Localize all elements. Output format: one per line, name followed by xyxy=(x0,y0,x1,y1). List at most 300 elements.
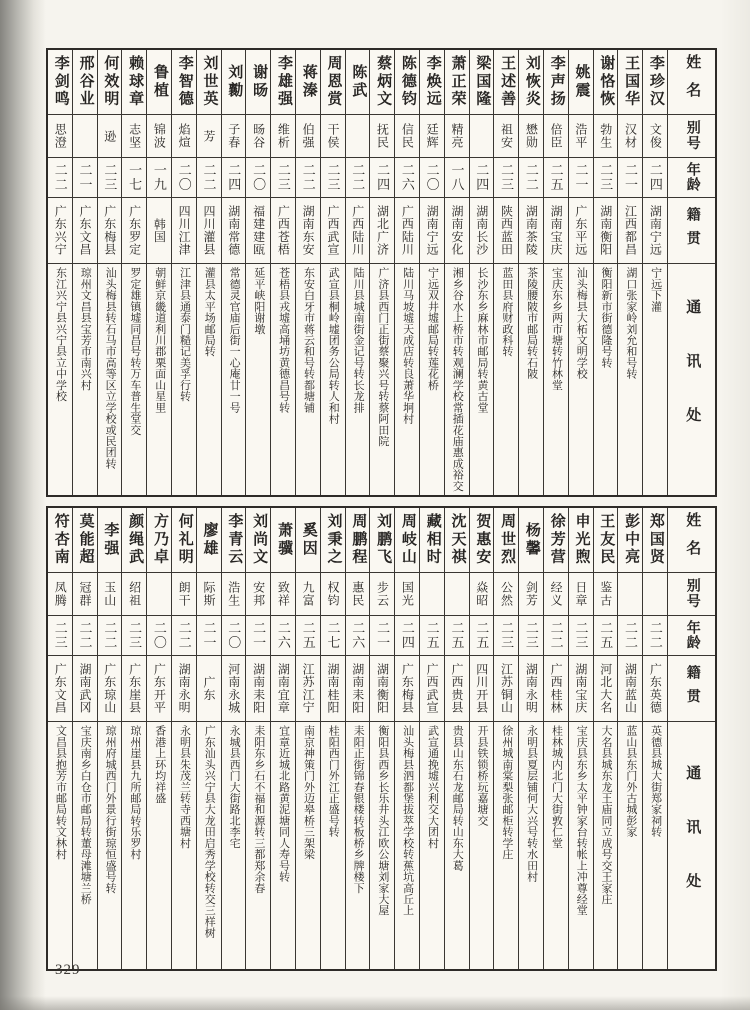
person-name-cell xyxy=(246,50,270,114)
person-address-cell xyxy=(172,263,196,495)
person-alias-cell xyxy=(73,572,97,615)
person-alias-text: 芳 xyxy=(201,129,216,143)
person-alias-cell xyxy=(544,114,568,157)
person-name-text: 周岐山 xyxy=(399,513,416,567)
person-native-text: 广东开平 xyxy=(152,663,167,714)
person-address-cell xyxy=(346,263,370,495)
person-native-text: 江西都昌 xyxy=(623,205,638,256)
person-address-text: 宁远双井墟邮局转莲花桥 xyxy=(426,267,439,391)
person-alias-cell xyxy=(470,572,494,615)
person-column xyxy=(544,50,569,495)
person-native-text: 湖南宝庆 xyxy=(573,663,588,714)
person-address-cell xyxy=(370,263,394,495)
person-address-text: 宜章近城北路黄泥塘同人寿号转 xyxy=(277,725,290,883)
person-address-cell xyxy=(73,263,97,495)
person-alias-cell xyxy=(296,114,320,157)
person-alias-text: 九富 xyxy=(301,581,316,607)
person-column xyxy=(346,508,371,969)
person-age-cell xyxy=(470,157,494,197)
person-native-text: 湖南宁远 xyxy=(425,205,440,256)
person-address-cell xyxy=(395,263,419,495)
person-native-text: 广西贵县 xyxy=(449,663,464,714)
person-alias-text: 安邦 xyxy=(251,581,266,607)
person-native-cell xyxy=(147,655,171,721)
person-column xyxy=(420,508,445,969)
person-native-text: 湖南蓝山 xyxy=(623,663,638,714)
person-name-cell xyxy=(544,508,568,572)
person-age-cell xyxy=(643,157,667,197)
person-native-cell xyxy=(48,197,72,263)
person-native-text: 四川灌县 xyxy=(201,205,216,256)
person-alias-cell xyxy=(643,572,667,615)
person-alias-text: 国光 xyxy=(400,581,415,607)
person-address-text: 蓝田县府财政科转 xyxy=(500,267,513,357)
person-address-text: 桂阳西门外江正盛号转 xyxy=(327,725,340,838)
person-native-cell xyxy=(172,655,196,721)
person-alias-cell xyxy=(122,114,146,157)
person-name-cell xyxy=(370,508,394,572)
person-address-text: 永明县夏层铺何大兴号转水田村 xyxy=(525,725,538,883)
person-age-text: 二三 xyxy=(499,620,515,651)
person-column xyxy=(370,508,395,969)
header-native-text: 籍贯 xyxy=(684,206,700,255)
person-address-cell xyxy=(172,721,196,969)
person-alias-cell xyxy=(594,114,618,157)
person-native-text: 广西陆川 xyxy=(400,205,415,256)
person-column xyxy=(445,508,470,969)
header-age-label xyxy=(668,157,715,197)
person-alias-cell xyxy=(321,114,345,157)
header-alias-label xyxy=(668,572,715,615)
person-native-text: 广东梅县 xyxy=(102,205,117,256)
person-age-text: 二一 xyxy=(201,620,217,651)
header-name-label xyxy=(668,508,715,572)
person-column xyxy=(445,50,470,495)
person-age-text: 二二 xyxy=(623,620,639,651)
person-alias-cell xyxy=(395,114,419,157)
person-column xyxy=(470,508,495,969)
person-age-cell xyxy=(395,157,419,197)
person-address-cell xyxy=(618,263,642,495)
person-name-text: 姚震 xyxy=(573,64,590,100)
person-native-cell xyxy=(222,197,246,263)
person-alias-text: 祖安 xyxy=(499,123,514,149)
person-alias-cell xyxy=(147,114,171,157)
person-age-text: 二二 xyxy=(523,162,539,193)
person-name-text: 刘恢炎 xyxy=(523,55,540,109)
person-column xyxy=(98,50,123,495)
person-alias-cell xyxy=(370,572,394,615)
person-age-cell xyxy=(445,615,469,655)
person-name-cell xyxy=(98,508,122,572)
header-alias-text: 别号 xyxy=(684,120,700,152)
person-age-text: 二七 xyxy=(325,620,341,651)
page-number: 329 xyxy=(55,962,81,978)
person-address-cell xyxy=(73,721,97,969)
person-address-cell xyxy=(98,721,122,969)
person-address-cell xyxy=(321,721,345,969)
person-column xyxy=(395,508,420,969)
person-age-text: 二三 xyxy=(573,620,589,651)
person-native-text: 广东文昌 xyxy=(77,205,92,256)
person-age-cell xyxy=(370,615,394,655)
person-age-cell xyxy=(48,157,72,197)
person-column xyxy=(48,50,73,495)
person-native-text: 广西苍梧 xyxy=(276,205,291,256)
person-age-cell xyxy=(321,157,345,197)
person-name-cell xyxy=(122,50,146,114)
person-age-cell xyxy=(346,157,370,197)
person-native-text: 河南永城 xyxy=(226,663,241,714)
person-alias-cell xyxy=(569,572,593,615)
header-alias-text: 别号 xyxy=(684,578,700,610)
person-alias-cell xyxy=(494,114,518,157)
person-native-text: 湖南东安 xyxy=(301,205,316,256)
person-native-cell xyxy=(222,655,246,721)
person-age-cell xyxy=(569,157,593,197)
person-alias-text: 步云 xyxy=(375,581,390,607)
person-age-cell xyxy=(370,157,394,197)
person-native-text: 湖南永明 xyxy=(177,663,192,714)
person-column xyxy=(594,508,619,969)
person-name-cell xyxy=(643,50,667,114)
person-column xyxy=(197,508,222,969)
person-age-cell xyxy=(544,157,568,197)
person-native-cell xyxy=(122,655,146,721)
person-alias-cell xyxy=(246,572,270,615)
person-native-cell xyxy=(544,655,568,721)
person-alias-cell xyxy=(98,114,122,157)
person-address-cell xyxy=(122,721,146,969)
person-address-text: 武宣县桐岭墟团务公局转人和村 xyxy=(327,267,340,425)
person-age-cell xyxy=(98,615,122,655)
person-age-text: 二〇 xyxy=(176,162,192,193)
person-alias-text: 浩平 xyxy=(573,123,588,149)
person-native-cell xyxy=(246,197,270,263)
person-alias-text: 日章 xyxy=(573,581,588,607)
person-alias-text: 玉山 xyxy=(102,581,117,607)
person-age-text: 二一 xyxy=(251,620,267,651)
person-alias-cell xyxy=(395,572,419,615)
person-name-cell xyxy=(618,508,642,572)
person-native-cell xyxy=(296,655,320,721)
person-column xyxy=(420,50,445,495)
person-alias-cell xyxy=(271,572,295,615)
person-age-text: 二三 xyxy=(325,162,341,193)
person-native-cell xyxy=(321,197,345,263)
person-native-cell xyxy=(370,197,394,263)
person-alias-text: 维析 xyxy=(276,123,291,149)
person-age-cell xyxy=(643,615,667,655)
person-alias-text: 焰煊 xyxy=(177,123,192,149)
person-address-cell xyxy=(296,721,320,969)
person-alias-text: 伯强 xyxy=(301,123,316,149)
person-name-text: 奚因 xyxy=(300,522,317,558)
person-age-cell xyxy=(222,615,246,655)
person-alias-cell xyxy=(445,572,469,615)
person-age-text: 二四 xyxy=(647,162,663,193)
person-column xyxy=(519,50,544,495)
person-column xyxy=(246,508,271,969)
person-native-cell xyxy=(569,655,593,721)
person-native-cell xyxy=(494,655,518,721)
person-native-cell xyxy=(445,655,469,721)
person-name-cell xyxy=(470,508,494,572)
person-age-cell xyxy=(122,157,146,197)
person-column xyxy=(271,508,296,969)
person-address-text: 汕头梅县转石马市高等区立学校或民团转 xyxy=(104,267,117,469)
person-alias-cell xyxy=(222,114,246,157)
person-age-text: 二一 xyxy=(623,162,639,193)
person-address-cell xyxy=(147,263,171,495)
person-alias-text: 文俊 xyxy=(648,123,663,149)
person-age-cell xyxy=(494,157,518,197)
person-address-text: 江津县通泰门糙记美孚行转 xyxy=(178,267,191,402)
person-address-cell xyxy=(544,721,568,969)
person-column xyxy=(618,508,643,969)
person-address-cell xyxy=(544,263,568,495)
person-address-text: 蓝山县东门外古城彭家 xyxy=(624,725,637,838)
person-native-text: 湖北广济 xyxy=(375,205,390,256)
person-age-text: 二三 xyxy=(523,620,539,651)
person-address-cell xyxy=(321,263,345,495)
person-age-text: 二二 xyxy=(77,620,93,651)
person-address-text: 湘乡谷水上桥市转观澜学校常插花庙惠成裕交 xyxy=(451,267,464,492)
person-alias-cell xyxy=(420,572,444,615)
person-address-cell xyxy=(246,721,270,969)
person-name-cell xyxy=(569,508,593,572)
person-age-text: 二五 xyxy=(474,620,490,651)
person-alias-text: 倍臣 xyxy=(549,123,564,149)
person-address-text: 汕头梅县大柘文明学校 xyxy=(575,267,588,380)
person-native-text: 湖南桂阳 xyxy=(325,663,340,714)
person-native-text: 广西武宣 xyxy=(325,205,340,256)
person-address-cell xyxy=(643,721,667,969)
person-name-cell xyxy=(594,50,618,114)
person-age-cell xyxy=(470,615,494,655)
person-native-cell xyxy=(395,655,419,721)
person-column xyxy=(370,50,395,495)
person-name-text: 方乃卓 xyxy=(151,513,168,567)
person-age-cell xyxy=(296,157,320,197)
person-age-text: 二二 xyxy=(102,620,118,651)
person-alias-text: 懋勋 xyxy=(524,123,539,149)
person-address-cell xyxy=(98,263,122,495)
person-column xyxy=(544,508,569,969)
person-age-text: 二三 xyxy=(52,620,68,651)
person-address-text: 宝庆南乡白仓市邮局转董母滩塘兰桥 xyxy=(79,725,92,905)
person-address-text: 琼州文昌县宝芳市南兴村 xyxy=(79,267,92,391)
person-address-text: 陆川县城南街金记号转长龙排 xyxy=(352,267,365,413)
person-address-text: 桂林城内北门大街敦仁堂 xyxy=(550,725,563,849)
person-alias-text: 志坚 xyxy=(127,123,142,149)
person-alias-cell xyxy=(122,572,146,615)
person-name-cell xyxy=(445,50,469,114)
person-alias-cell xyxy=(643,114,667,157)
person-name-text: 蒋溱 xyxy=(300,64,317,100)
person-name-text: 蔡炳文 xyxy=(375,55,392,109)
person-age-cell xyxy=(346,615,370,655)
person-address-text: 衡阳县西乡长乐井头江欧公塘刘家大屋 xyxy=(376,725,389,916)
person-alias-cell xyxy=(48,114,72,157)
person-name-text: 周恩赏 xyxy=(325,55,342,109)
person-address-text: 耒阳东乡石不福和源转三都郑余春 xyxy=(252,725,265,894)
person-age-text: 二二 xyxy=(548,620,564,651)
person-age-text: 二三 xyxy=(598,162,614,193)
person-native-cell xyxy=(470,197,494,263)
person-name-cell xyxy=(172,508,196,572)
header-address-label xyxy=(668,263,715,495)
person-alias-cell xyxy=(271,114,295,157)
person-alias-text: 抚民 xyxy=(375,123,390,149)
person-native-cell xyxy=(370,655,394,721)
person-age-text: 二四 xyxy=(375,162,391,193)
person-address-cell xyxy=(346,721,370,969)
person-alias-cell xyxy=(519,114,543,157)
person-native-cell xyxy=(73,197,97,263)
person-name-cell xyxy=(643,508,667,572)
person-name-text: 萧正荣 xyxy=(449,55,466,109)
person-native-text: 江苏江宁 xyxy=(301,663,316,714)
person-name-cell xyxy=(494,50,518,114)
person-name-text: 王述善 xyxy=(499,55,516,109)
person-alias-cell xyxy=(197,572,221,615)
person-alias-cell xyxy=(470,114,494,157)
person-address-text: 琼州府城西门外景行街琼恒盛号转 xyxy=(104,725,117,894)
person-column xyxy=(494,50,519,495)
person-column xyxy=(222,50,247,495)
person-address-text: 永城县西门大街路北李宅 xyxy=(228,725,241,849)
person-native-cell xyxy=(470,655,494,721)
person-age-cell xyxy=(197,157,221,197)
person-name-cell xyxy=(494,508,518,572)
person-address-text: 长沙东乡麻林市邮局转黄古堂 xyxy=(476,267,489,413)
person-name-text: 李雄强 xyxy=(275,55,292,109)
person-address-cell xyxy=(618,721,642,969)
person-alias-cell xyxy=(172,572,196,615)
person-alias-cell xyxy=(73,114,97,157)
person-address-cell xyxy=(519,721,543,969)
person-address-text: 湖口张家岭刘允和号转 xyxy=(624,267,637,380)
person-name-cell xyxy=(346,508,370,572)
person-age-cell xyxy=(197,615,221,655)
person-name-text: 廖雄 xyxy=(201,522,218,558)
person-name-text: 陈武 xyxy=(350,64,367,100)
person-address-text: 武宣通挽墟兴利交大团村 xyxy=(426,725,439,849)
person-address-text: 东江兴宁县兴宁县立中学校 xyxy=(54,267,67,402)
person-address-text: 茶陵腰陂市邮局转石陂 xyxy=(525,267,538,380)
person-column xyxy=(594,50,619,495)
person-native-cell xyxy=(321,655,345,721)
person-name-cell xyxy=(569,50,593,114)
person-age-text: 一七 xyxy=(127,162,143,193)
person-address-cell xyxy=(122,263,146,495)
person-native-text: 湖南宜章 xyxy=(276,663,291,714)
person-age-cell xyxy=(321,615,345,655)
person-native-text: 湖南宁远 xyxy=(648,205,663,256)
person-age-cell xyxy=(147,157,171,197)
person-native-text: 广东 xyxy=(201,675,216,702)
person-name-text: 王国华 xyxy=(623,55,640,109)
person-native-cell xyxy=(643,197,667,263)
person-address-text: 灌县太平场邮局转 xyxy=(203,267,216,357)
person-name-text: 李强 xyxy=(102,522,119,558)
person-alias-text: 旸谷 xyxy=(251,123,266,149)
person-native-cell xyxy=(643,655,667,721)
person-address-text: 衡阳新市街德隆号转 xyxy=(600,267,613,368)
person-column xyxy=(569,50,594,495)
person-column xyxy=(197,50,222,495)
person-age-text: 二三 xyxy=(499,162,515,193)
person-name-text: 周鹏程 xyxy=(350,513,367,567)
person-name-cell xyxy=(618,50,642,114)
person-age-cell xyxy=(594,157,618,197)
directory-sheet xyxy=(46,48,717,971)
person-name-text: 颜绳武 xyxy=(127,513,144,567)
person-age-text: 二五 xyxy=(598,620,614,651)
person-native-cell xyxy=(271,655,295,721)
header-name-text: 姓名 xyxy=(684,512,701,568)
person-name-cell xyxy=(197,508,221,572)
person-name-cell xyxy=(370,50,394,114)
person-name-text: 刘鹏飞 xyxy=(375,513,392,567)
person-age-cell xyxy=(420,157,444,197)
person-native-cell xyxy=(420,197,444,263)
person-age-text: 二二 xyxy=(176,620,192,651)
person-name-cell xyxy=(73,508,97,572)
person-name-cell xyxy=(594,508,618,572)
person-address-text: 永明县朱茂兰转寺西塘村 xyxy=(178,725,191,849)
person-name-cell xyxy=(147,508,171,572)
person-age-text: 二五 xyxy=(548,162,564,193)
person-address-cell xyxy=(271,721,295,969)
person-alias-cell xyxy=(569,114,593,157)
person-native-cell xyxy=(594,197,618,263)
person-age-cell xyxy=(569,615,593,655)
person-age-text: 一九 xyxy=(151,162,167,193)
person-address-cell xyxy=(296,263,320,495)
person-address-text: 琼州崖县九所邮局转乐罗村 xyxy=(128,725,141,860)
person-name-cell xyxy=(395,508,419,572)
person-name-cell xyxy=(122,508,146,572)
person-native-cell xyxy=(271,197,295,263)
header-age-text: 年龄 xyxy=(684,620,700,651)
person-column xyxy=(296,508,321,969)
person-alias-text: 勃生 xyxy=(598,123,613,149)
person-address-cell xyxy=(246,263,270,495)
person-name-text: 刘世英 xyxy=(201,55,218,109)
person-column xyxy=(643,50,668,495)
person-name-text: 赖球章 xyxy=(127,55,144,109)
person-age-cell xyxy=(172,615,196,655)
person-age-text: 二二 xyxy=(201,162,217,193)
person-native-text: 湖南宝庆 xyxy=(549,205,564,256)
person-alias-text: 绍祖 xyxy=(127,581,142,607)
person-alias-text: 逊 xyxy=(102,129,117,143)
person-native-cell xyxy=(172,197,196,263)
person-age-cell xyxy=(494,615,518,655)
header-alias-label xyxy=(668,114,715,157)
header-address-text: 通讯处 xyxy=(684,298,701,461)
person-name-cell xyxy=(296,508,320,572)
person-name-text: 莫能超 xyxy=(77,513,94,567)
person-address-cell xyxy=(420,263,444,495)
person-native-text: 广西陆川 xyxy=(350,205,365,256)
person-age-text: 一八 xyxy=(449,162,465,193)
header-name-label xyxy=(668,50,715,114)
person-name-cell xyxy=(296,50,320,114)
person-native-text: 广东琼山 xyxy=(102,663,117,714)
